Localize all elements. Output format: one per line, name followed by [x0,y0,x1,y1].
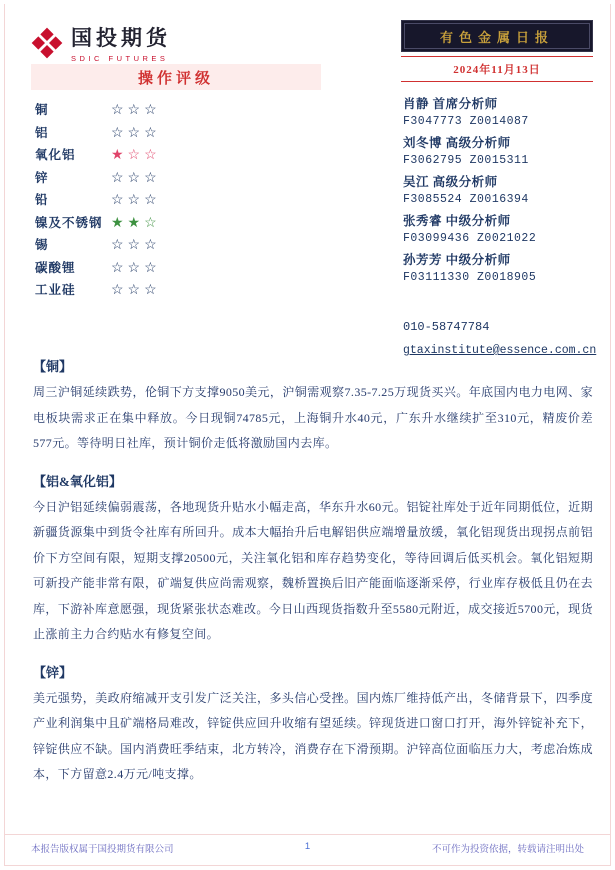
analyst-name: 张秀睿 中级分析师 [403,214,511,228]
star-rating: ☆☆☆ [111,168,161,185]
footer-disclaimer: 不可作为投资依据，转载请注明出处 [431,844,584,855]
report-page [4,4,611,866]
contact-email[interactable]: gtaxinstitute@essence.com.cn [403,344,597,357]
star-rating: ★☆☆ [111,146,161,163]
analyst-ids: F3062795 Z0015311 [403,154,529,167]
star-rating: ☆☆☆ [111,258,161,275]
ratings-title: 操作评级 [31,64,321,90]
metal-name: 铜 [35,103,49,118]
rating-row [35,166,325,189]
metal-name: 镍及不锈钢 [35,215,103,230]
ratings-list [35,98,325,301]
analyst-entry [403,94,603,128]
footer-copyright: 本报告版权属于国投期货有限公司 [31,844,174,855]
rating-row [35,121,325,144]
report-date: 2024年11月13日 [401,56,593,82]
section-heading: 【铜】 [33,359,73,374]
star-rating: ☆☆☆ [111,101,161,118]
metal-name: 铝 [35,125,49,140]
footer-divider [5,834,610,835]
rating-row [35,188,325,211]
rating-row [35,143,325,166]
report-title: 有色金属日报 [401,20,593,52]
report-section [33,356,593,457]
analyst-ids: F03099436 Z0021022 [403,232,537,245]
metal-name: 工业硅 [35,283,76,298]
section-heading: 【锌】 [33,664,73,680]
analyst-ids: F3047773 Z0014087 [403,115,529,128]
logo-text [71,22,171,63]
section-body: 今日沪铝延续偏弱震荡，各地现货升贴水小幅走高，华东升水60元。铝锭社库处于近年同期低位，近期新疆货源集中到货令社库有所回升。成本大幅抬升后电解铝供应端增量放缓，氧化铝现货出现拐点前铝价下方空间有限，短期支撑20500元，关注氧化铝和库存趋势变化，等待回调后低买机会。氧化铝短期可新投产能非常有限，矿端复供应尚需观察，魏桥置换后旧产能面临逐渐采停，行业库存极低且仍在去库，下游补库意愿强，现货紧张状态难改。今日山西现货指数升至5580元附近，成交接近5700元，现货止涨前主力合约贴水有修复空间。 [33,499,593,641]
analyst-name: 肖静 首席分析师 [403,97,498,111]
metal-name: 锡 [35,238,49,253]
rating-row [35,256,325,279]
rating-row [35,233,325,256]
star-rating: ☆☆☆ [111,281,161,298]
metal-name: 碳酸锂 [35,260,76,275]
footer [31,841,584,855]
report-section [33,662,593,788]
sdic-logo-icon [31,27,63,59]
analyst-list [403,94,603,289]
report-section [33,471,593,648]
section-body: 周三沪铜延续跌势，伦铜下方支撑9050美元，沪铜需观察7.35-7.25万现货买兴。年底国内电力电网、家电板块需求正在集中释放。今日现铜74785元，上海铜升水40元，广东升水继续扩至310元，精废价差577元。等待明日社库，预计铜价走低将激励国内去库。 [33,385,593,450]
rating-row [35,278,325,301]
analyst-ids: F03111330 Z0018905 [403,271,537,284]
rating-row [35,211,325,234]
metal-name: 铅 [35,193,49,208]
analyst-ids: F3085524 Z0016394 [403,193,529,206]
section-body: 美元强势，美政府缩减开支引发广泛关注，多头信心受挫。国内炼厂维持低产出，冬储背景下，四季度产业利润集中且矿端格局难改，锌锭供应回升收缩有望延续。锌现货进口窗口打开，海外锌锭补充下，锌锭供应不缺。国内消费旺季结束，北方转冷，消费存在下滑预期。沪锌高位面临压力大，考虑冶炼成本，下方留意2.4万元/吨支撑。 [33,690,593,781]
star-rating: ☆☆☆ [111,191,161,208]
rating-row [35,98,325,121]
star-rating: ☆☆☆ [111,123,161,140]
section-heading: 【铝&氧化铝】 [33,473,122,489]
analyst-name: 孙芳芳 中级分析师 [403,253,511,267]
metal-name: 锌 [35,170,49,185]
logo-name-en: SDIC FUTURES [71,54,169,63]
logo-name-cn: 国投期货 [71,26,171,50]
company-logo [31,22,171,63]
analyst-name: 刘冬博 高级分析师 [403,136,511,150]
contact-phone: 010-58747784 [403,320,490,334]
analyst-entry [403,133,603,167]
footer-page-number: 1 [304,841,311,852]
analyst-name: 吴江 高级分析师 [403,175,498,189]
analyst-entry [403,211,603,245]
analyst-entry [403,250,603,284]
star-rating: ☆☆☆ [111,236,161,253]
metal-name: 氧化铝 [35,148,76,163]
report-sections [33,356,593,802]
star-rating: ★★☆ [111,213,161,230]
analyst-entry [403,172,603,206]
